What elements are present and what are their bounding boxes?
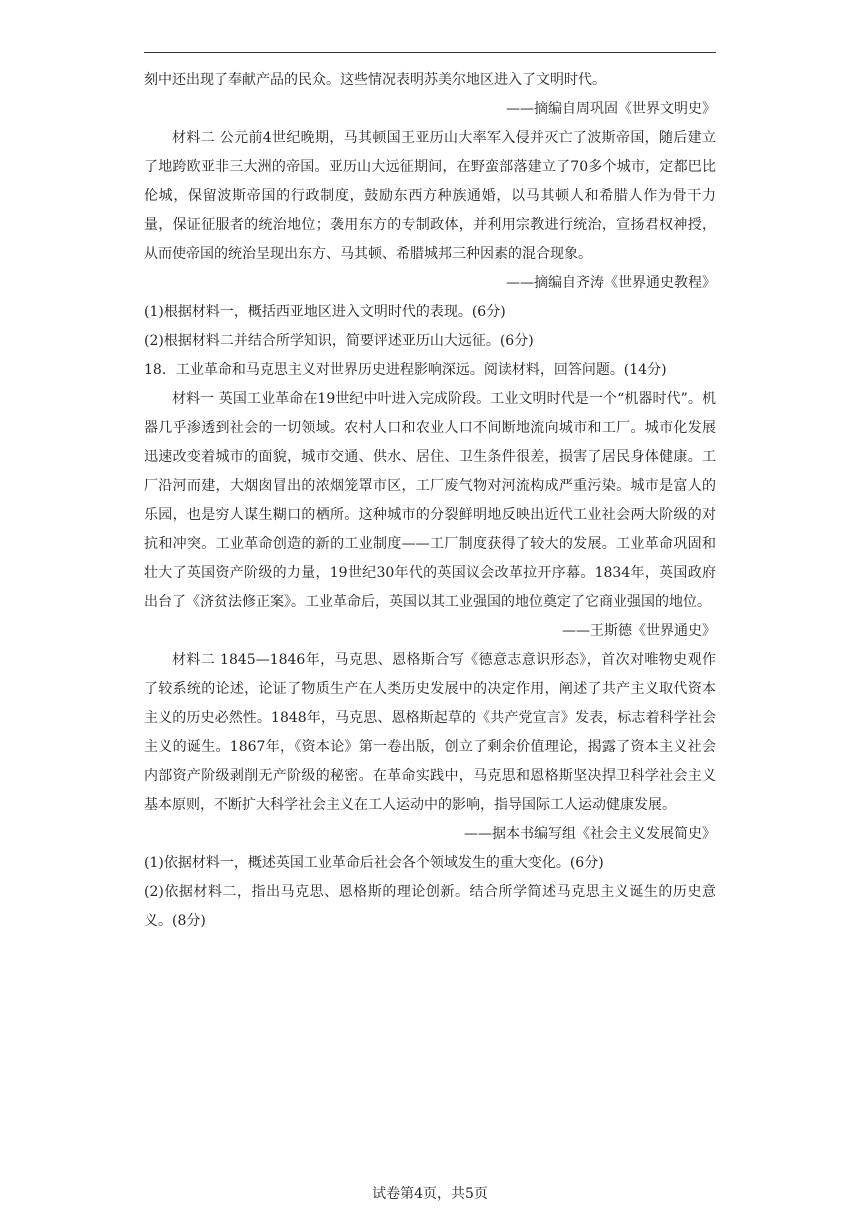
q18-sub1: (1)依据材料一，概述英国工业革命后社会各个领域发生的重大变化。(6分) — [144, 855, 604, 871]
q18-material2: 材料二 1845—1846年，马克思、恩格斯合写《德意志意识形态》，首次对唯物史观作了较系统的论述，论证了物质生产在人类历史发展中的决定作用，阐述了共产主义取代资本主义的历史必然性。1848年，马克思、恩格斯起草的《共产党宣言》发表，标志着科学社会主义的诞生。1867年，《资本论》第一卷出版，创立了剩余价值理论，揭露了资本主义社会内部资产阶级剥削无产阶级的秘密。在革命实践中，马克思和恩格斯坚决捍卫科学社会主义基本原则，不断扩大科学社会主义在工人运动中的影响，指导国际工人运动健康发展。 — [144, 652, 716, 813]
q17-material2: 材料二 公元前4世纪晚期，马其顿国王亚历山大率军入侵并灭亡了波斯帝国，随后建立了地跨欧亚非三大洲的帝国。亚历山大远征期间，在野蛮部落建立了70多个城市，定都巴比伦城，保留波斯帝国的行政制度，鼓励东西方种族通婚，以马其顿人和希腊人作为骨干力量，保证征服者的统治地位；袭用东方的专制政体，并利用宗教进行统治，宣扬君权神授，从而使帝国的统治呈现出东方、马其顿、希腊城邦三种因素的混合现象。 — [144, 130, 716, 262]
q17-source1: ——摘编自周巩固《世界文明史》 — [506, 101, 716, 117]
q18-source1: ——王斯德《世界通史》 — [562, 623, 716, 639]
q17-source2: ——摘编自齐涛《世界通史教程》 — [506, 275, 716, 291]
header-rule — [144, 52, 716, 53]
q17-sub2: (2)根据材料二并结合所学知识，简要评述亚历山大远征。(6分) — [144, 333, 534, 349]
page-footer: 试卷第4页，共5页 — [372, 1186, 488, 1202]
q17-material1-end: 刻中还出现了奉献产品的民众。这些情况表明苏美尔地区进入了文明时代。 — [144, 72, 606, 88]
page-content — [144, 66, 716, 936]
q18-material1: 材料一 英国工业革命在19世纪中叶进入完成阶段。工业文明时代是一个“机器时代”。机器几乎渗透到社会的一切领域。农村人口和农业人口不间断地流向城市和工厂。城市化发展迅速改变着城市的面貌，城市交通、供水、居住、卫生条件很差，损害了居民身体健康。工厂沿河而建，大烟囱冒出的浓烟笼罩市区，工厂废气物对河流构成严重污染。城市是富人的乐园，也是穷人谋生糊口的栖所。这种城市的分裂鲜明地反映出近代工业社会两大阶级的对抗和冲突。工业革命创造的新的工业制度——工厂制度获得了较大的发展。工业革命巩固和壮大了英国资产阶级的力量，19世纪30年代的英国议会改革拉开序幕。1834年，英国政府出台了《济贫法修正案》。工业革命后，英国以其工业强国的地位奠定了它商业强国的地位。 — [144, 391, 716, 610]
q17-sub1: (1)根据材料一，概括西亚地区进入文明时代的表现。(6分) — [144, 304, 506, 320]
q18-sub2: (2)依据材料二，指出马克思、恩格斯的理论创新。结合所学简述马克思主义诞生的历史意义。(8分) — [144, 884, 716, 929]
q18-title: 18．工业革命和马克思主义对世界历史进程影响深远。阅读材料，回答问题。(14分) — [144, 362, 667, 378]
q18-source2: ——据本书编写组《社会主义发展简史》 — [464, 826, 716, 842]
